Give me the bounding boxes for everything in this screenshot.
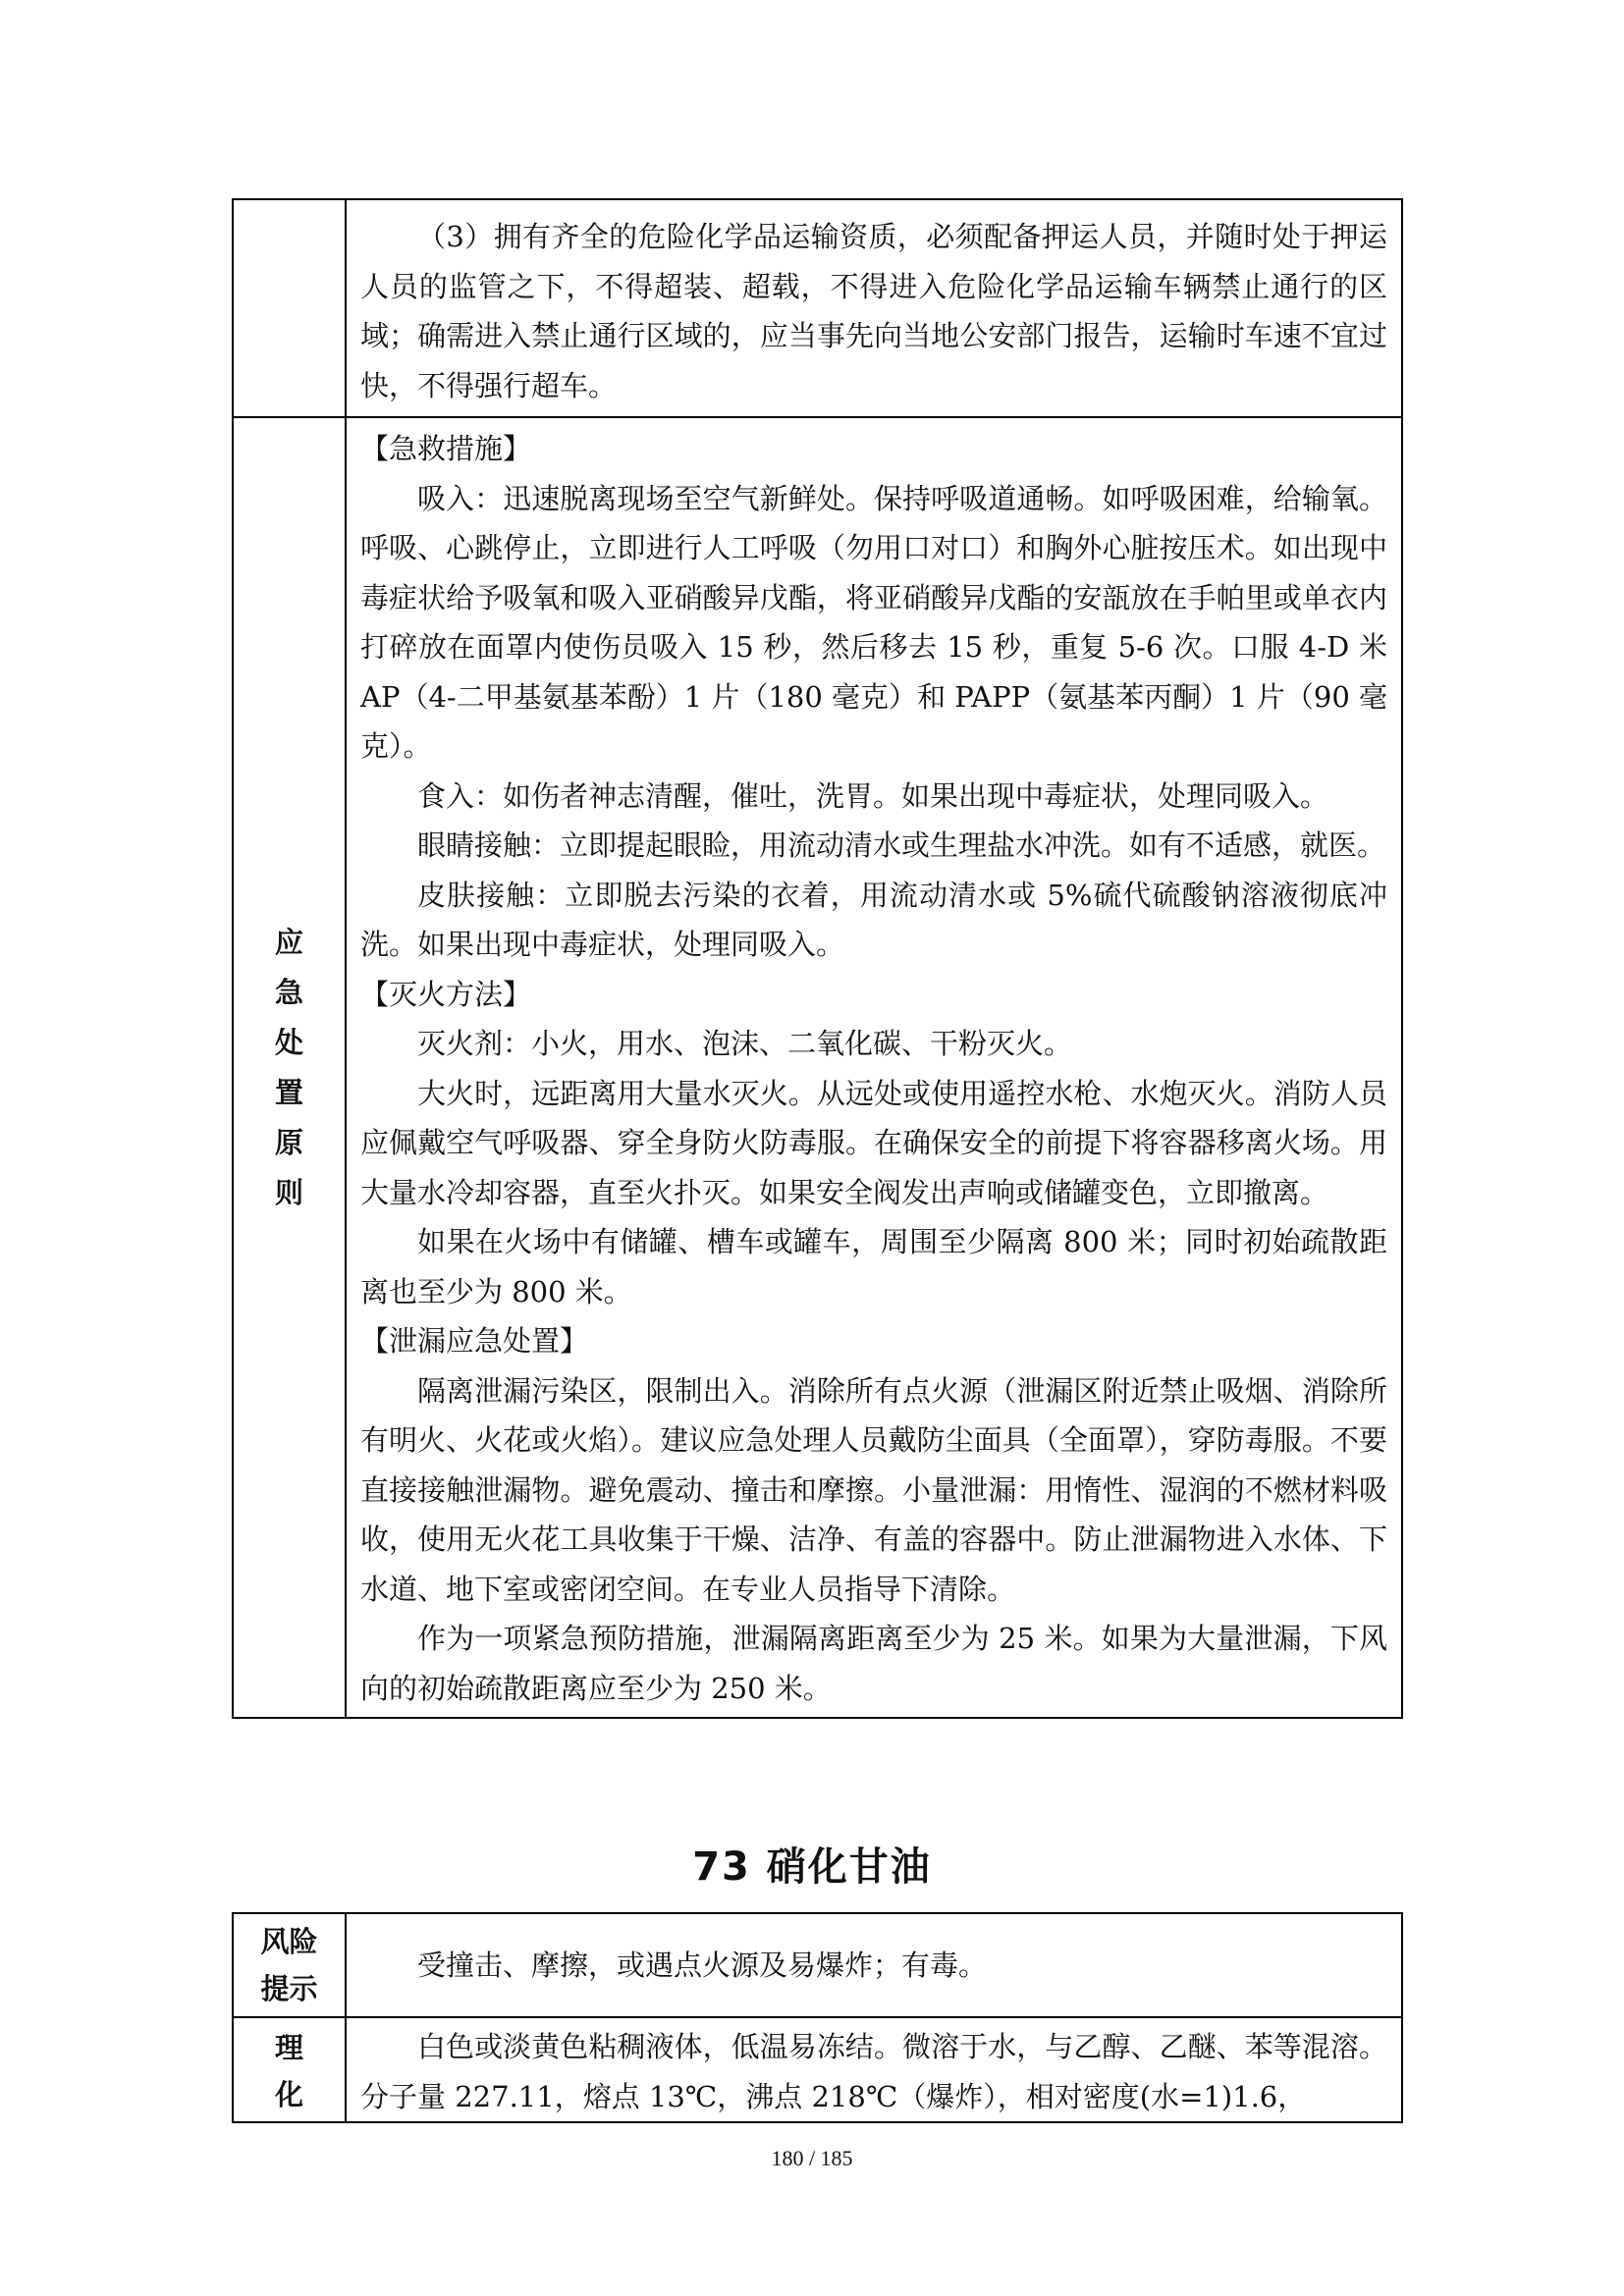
skin-contact-text: 皮肤接触：立即脱去污染的衣着，用流动清水或 5%硫代硫酸钠溶液彻底冲洗。如果出现中毒症状，处理同吸入。 — [360, 878, 1387, 961]
table-row — [233, 417, 1402, 1718]
physchem-label: 理 化 — [233, 2017, 346, 2122]
fire-heading: 【灭火方法】 — [360, 977, 532, 1011]
emergency-principles-cell — [346, 417, 1402, 1718]
physchem-text: 白色或淡黄色粘稠液体，低温易冻结。微溶于水，与乙醇、乙醚、苯等混溶。分子量 227.11，熔点 13℃，沸点 218℃（爆炸），相对密度(水=1)1.6， — [360, 2030, 1387, 2113]
leak-isolate-text: 隔离泄漏污染区，限制出入。消除所有点火源（泄漏区附近禁止吸烟、消除所有明火、火花或火焰）。建议应急处理人员戴防尘面具（全面罩），穿防毒服。不要直接接触泄漏物。避免震动、撞击和摩擦。小量泄漏：用惰性、湿润的不燃材料吸收，使用无火花工具收集于干燥、洁净、有盖的容器中。防止泄漏物进入水体、下水道、地下室或密闭空间。在专业人员指导下清除。 — [360, 1373, 1387, 1606]
transport-cell — [346, 199, 1402, 417]
physchem-cell — [346, 2017, 1402, 2122]
table-row — [233, 2017, 1402, 2122]
first-aid-heading: 【急救措施】 — [360, 432, 532, 465]
leak-distance-text: 作为一项紧急预防措施，泄漏隔离距离至少为 25 米。如果为大量泄漏，下风向的初始疏散距离应至少为 250 米。 — [360, 1622, 1387, 1705]
table-row — [233, 1913, 1402, 2017]
risk-text: 受撞击、摩擦，或遇点火源及易爆炸；有毒。 — [417, 1948, 988, 1982]
page-number: 180 / 185 — [771, 2146, 853, 2170]
risk-cell — [346, 1913, 1402, 2017]
transport-text: （3）拥有齐全的危险化学品运输资质，必须配备押运人员，并随时处于押运人员的监管之下，不得超装、超载，不得进入危险化学品运输车辆禁止通行的区域；确需进入禁止通行区域的，应当事先向当地公安部门报告，运输时车速不宜过快，不得强行超车。 — [360, 220, 1387, 402]
leak-heading: 【泄漏应急处置】 — [360, 1324, 589, 1358]
table-row — [233, 199, 1402, 417]
chemical-info-table-1 — [232, 198, 1403, 1719]
chemical-info-table-2 — [232, 1912, 1403, 2123]
inhalation-text: 吸入：迅速脱离现场至空气新鲜处。保持呼吸道通畅。如呼吸困难，给输氧。呼吸、心跳停止，立即进行人工呼吸（勿用口对口）和胸外心脏按压术。如出现中毒症状给予吸氧和吸入亚硝酸异戊酯，将亚硝酸异戊酯的安瓿放在手帕里或单衣内打碎放在面罩内使伤员吸入 15 秒，然后移去 15 秒，重复 5-6 次。口服 4-D 米 AP（4-二甲基氨基苯酚）1 片（180 毫克）和 PAPP（氨基苯丙酮）1 片（90 毫克）。 — [360, 481, 1387, 763]
risk-label: 风险 提示 — [233, 1913, 346, 2017]
ingestion-text: 食入：如伤者神志清醒，催吐，洗胃。如果出现中毒症状，处理同吸入。 — [417, 778, 1329, 813]
emergency-principles-label: 应 急 处 置 原 则 — [233, 417, 346, 1718]
fire-tank-text: 如果在火场中有储罐、槽车或罐车，周围至少隔离 800 米；同时初始疏散距离也至少为 800 米。 — [360, 1225, 1387, 1308]
eye-contact-text: 眼睛接触：立即提起眼睑，用流动清水或生理盐水冲洗。如有不适感，就医。 — [417, 828, 1386, 862]
section-title: 73 硝化甘油 — [692, 1844, 932, 1890]
fire-large-text: 大火时，远距离用大量水灭火。从远处或使用遥控水枪、水炮灭火。消防人员应佩戴空气呼吸器、穿全身防火防毒服。在确保安全的前提下将容器移离火场。用大量水冷却容器，直至火扑灭。如果安全阀发出声响或储罐变色，立即撤离。 — [360, 1076, 1387, 1209]
fire-agent-text: 灭火剂：小火，用水、泡沫、二氧化碳、干粉灭火。 — [417, 1027, 1073, 1060]
empty-label-cell — [233, 199, 346, 417]
